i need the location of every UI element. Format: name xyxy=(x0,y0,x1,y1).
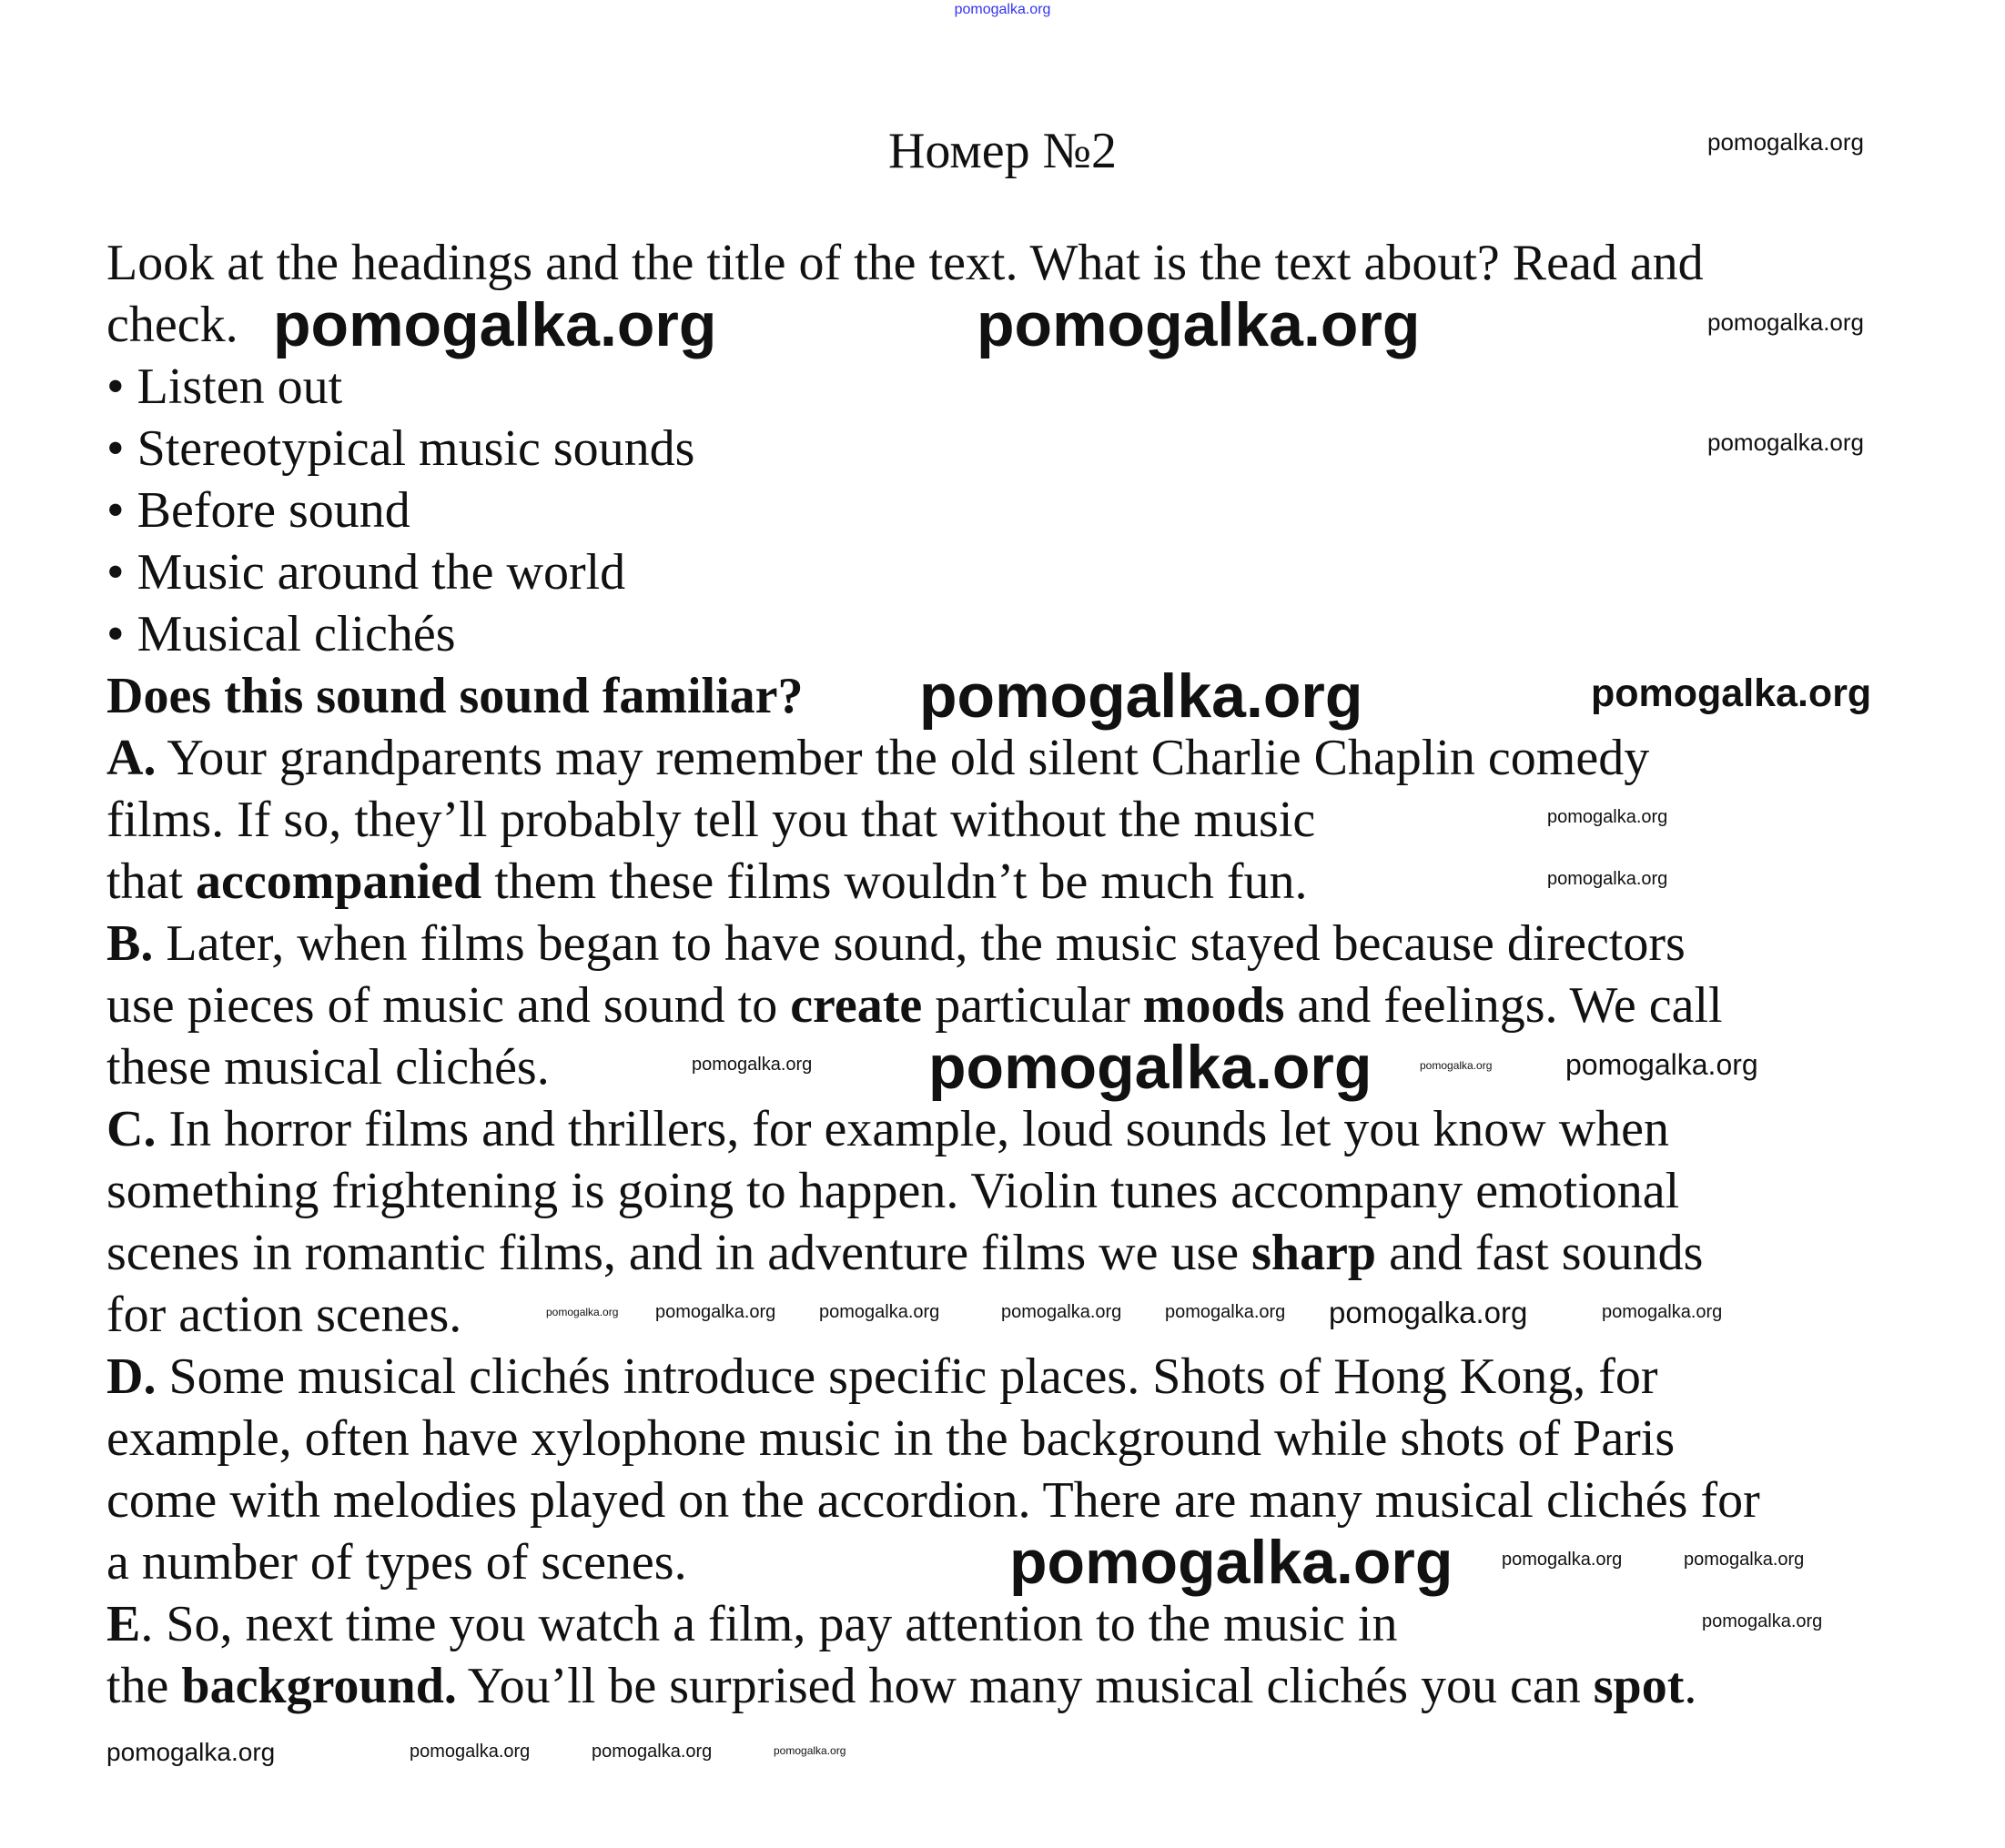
text-line xyxy=(106,1408,1760,1469)
text-line xyxy=(106,1655,1760,1717)
text-line xyxy=(106,356,1760,418)
text-line xyxy=(106,480,1760,541)
watermark: pomogalka.org xyxy=(819,1302,940,1322)
watermark: pomogalka.org xyxy=(774,1744,846,1757)
bold-text-segment: Does this sound sound familiar? xyxy=(106,668,804,724)
text-segment: them these films wouldn’t be much fun. xyxy=(481,853,1308,910)
text-segment: particular xyxy=(922,977,1143,1034)
text-segment: check. xyxy=(106,297,238,353)
watermark: pomogalka.org xyxy=(692,1055,813,1075)
text-line xyxy=(106,1222,1760,1284)
bold-text-segment: accompanied xyxy=(195,853,482,910)
bold-text-segment: C. xyxy=(106,1101,157,1157)
watermark: pomogalka.org xyxy=(1547,869,1668,889)
bold-text-segment: B. xyxy=(106,915,154,972)
watermark: pomogalka.org xyxy=(1707,308,1864,336)
text-segment: come with melodies played on the accordion. There are many musical clichés for xyxy=(106,1472,1760,1529)
text-segment: • Listen out xyxy=(106,358,343,415)
watermark: pomogalka.org xyxy=(928,1033,1372,1102)
watermark: pomogalka.org xyxy=(1547,807,1668,827)
watermark: pomogalka.org xyxy=(1165,1302,1286,1322)
watermark: pomogalka.org xyxy=(592,1742,713,1762)
text-line xyxy=(106,913,1760,974)
text-segment: Look at the headings and the title of the text. What is the text about? Read and xyxy=(106,235,1704,291)
text-segment: In horror films and thrillers, for example, loud sounds let you know when xyxy=(156,1101,1670,1157)
watermark: pomogalka.org xyxy=(1684,1550,1805,1570)
watermark: pomogalka.org xyxy=(1707,128,1864,156)
text-line xyxy=(106,974,1760,1036)
watermark: pomogalka.org xyxy=(1565,1048,1758,1081)
watermark: pomogalka.org xyxy=(1001,1302,1122,1322)
header-watermark-link[interactable]: pomogalka.org xyxy=(954,2,1051,17)
exercise-text xyxy=(106,232,1760,1717)
watermark: pomogalka.org xyxy=(1702,1611,1823,1631)
watermark: pomogalka.org xyxy=(546,1306,619,1318)
text-line xyxy=(106,541,1760,603)
text-segment: Some musical clichés introduce specific places. Shots of Hong Kong, for xyxy=(156,1348,1658,1405)
text-line xyxy=(106,418,1760,480)
text-segment: a number of types of scenes. xyxy=(106,1534,687,1590)
text-line xyxy=(106,1593,1760,1655)
text-segment: . So, next time you watch a film, pay attention to the music in xyxy=(140,1596,1398,1652)
text-segment: • Music around the world xyxy=(106,544,626,601)
text-segment: • Stereotypical music sounds xyxy=(106,420,695,477)
watermark: pomogalka.org xyxy=(106,1738,276,1766)
text-segment: for action scenes. xyxy=(106,1287,462,1343)
text-segment: the xyxy=(106,1658,182,1714)
watermark: pomogalka.org xyxy=(410,1742,531,1762)
bold-text-segment: D. xyxy=(106,1348,157,1405)
text-segment: something frightening is going to happen. Violin tunes accompany emotional xyxy=(106,1163,1680,1219)
bold-text-segment: create xyxy=(790,977,923,1034)
bold-text-segment: sharp xyxy=(1251,1225,1377,1281)
text-line xyxy=(106,789,1760,851)
text-line xyxy=(106,1160,1760,1222)
text-line xyxy=(106,1346,1760,1408)
text-segment: • Before sound xyxy=(106,482,410,539)
text-segment: . xyxy=(1684,1658,1697,1714)
watermark: pomogalka.org xyxy=(1502,1550,1623,1570)
text-segment: and fast sounds xyxy=(1376,1225,1704,1281)
text-segment: use pieces of music and sound to xyxy=(106,977,791,1034)
text-segment: films. If so, they’ll probably tell you that without the music xyxy=(106,792,1316,848)
bold-text-segment: A. xyxy=(106,730,157,786)
bold-text-segment: moods xyxy=(1142,977,1285,1034)
text-line xyxy=(106,232,1760,294)
text-segment: • Musical clichés xyxy=(106,606,456,662)
text-line xyxy=(106,1098,1760,1160)
watermark: pomogalka.org xyxy=(1707,429,1864,456)
text-segment: that xyxy=(106,853,196,910)
bold-text-segment: spot xyxy=(1593,1658,1685,1714)
watermark: pomogalka.org xyxy=(919,661,1363,731)
watermark: pomogalka.org xyxy=(655,1302,776,1322)
watermark: pomogalka.org xyxy=(977,290,1421,359)
bold-text-segment: E xyxy=(106,1596,141,1652)
text-segment: You’ll be surprised how many musical clichés you can xyxy=(456,1658,1594,1714)
watermark: pomogalka.org xyxy=(1420,1059,1493,1072)
text-line xyxy=(106,727,1760,789)
text-segment: Later, when films began to have sound, the music stayed because directors xyxy=(153,915,1686,972)
text-segment: example, often have xylophone music in the background while shots of Paris xyxy=(106,1410,1676,1467)
text-segment: scenes in romantic films, and in adventure films we use xyxy=(106,1225,1252,1281)
watermark: pomogalka.org xyxy=(273,290,717,359)
watermark: pomogalka.org xyxy=(1602,1302,1723,1322)
text-segment: and feelings. We call xyxy=(1284,977,1723,1034)
text-line xyxy=(106,1469,1760,1531)
watermark: pomogalka.org xyxy=(1591,672,1872,715)
page-title: Номер №2 xyxy=(887,123,1118,179)
bold-text-segment: background. xyxy=(181,1658,457,1714)
watermark: pomogalka.org xyxy=(1009,1528,1453,1597)
text-line xyxy=(106,851,1760,913)
text-segment: Your grandparents may remember the old silent Charlie Chaplin comedy xyxy=(156,730,1650,786)
watermark: pomogalka.org xyxy=(1329,1296,1528,1329)
text-segment: these musical clichés. xyxy=(106,1039,550,1096)
text-line xyxy=(106,603,1760,665)
